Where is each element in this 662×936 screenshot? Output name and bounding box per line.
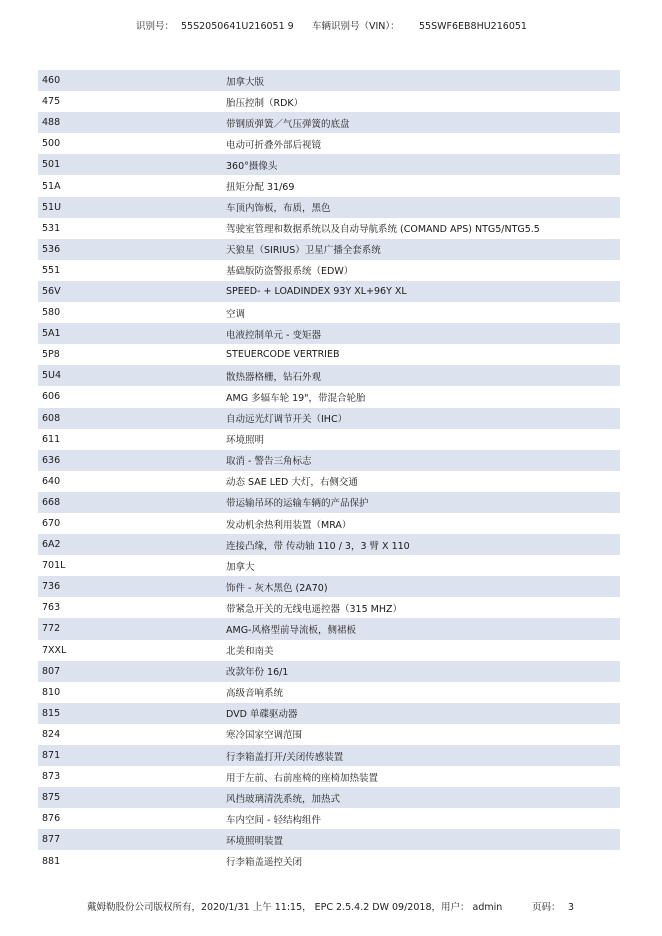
option-description: 寒冷国家空调范围 — [226, 730, 303, 742]
table-row — [38, 534, 620, 555]
table-row — [38, 829, 620, 850]
table-row — [38, 661, 620, 682]
option-description: 北美和南美 — [226, 646, 274, 658]
table-row — [38, 724, 620, 745]
option-code: 7XXL — [42, 644, 67, 656]
option-code: 810 — [42, 686, 61, 698]
table-row — [38, 850, 620, 871]
option-description: 用于左前、右前座椅的座椅加热装置 — [226, 772, 379, 784]
option-code: 611 — [42, 433, 61, 445]
option-description: 胎压控制（RDK） — [226, 97, 304, 109]
table-row — [38, 365, 620, 386]
table-row — [38, 344, 620, 365]
table-row — [38, 787, 620, 808]
option-code: 875 — [42, 792, 61, 804]
copyright-text: 戴姆勒股份公司版权所有，2020/1/31 上午 11:15， EPC 2.5.4.2 DW 09/2018，用户： admin — [87, 902, 503, 913]
option-description: 取消 - 警告三角标志 — [226, 456, 312, 468]
table-row — [38, 597, 620, 618]
option-description: AMG 多辐车轮 19"，带混合轮胎 — [226, 392, 366, 404]
table-row — [38, 408, 620, 429]
option-description: SPEED- + LOADINDEX 93Y XL+96Y XL — [226, 285, 407, 297]
option-code: 772 — [42, 623, 61, 635]
table-row — [38, 70, 620, 91]
table-row — [38, 808, 620, 829]
table-row — [38, 766, 620, 787]
table-row — [38, 197, 620, 218]
option-description: 驾驶室管理和数据系统以及自动导航系统 (COMAND APS) NTG5/NTG5.5 — [226, 224, 540, 236]
identifier-label: 识别号： — [136, 21, 175, 32]
table-row — [38, 703, 620, 724]
option-description: 天狼星（SIRIUS）卫星广播全套系统 — [226, 245, 381, 257]
table-row — [38, 133, 620, 154]
table-row — [38, 323, 620, 344]
option-code: 815 — [42, 707, 61, 719]
option-code: 670 — [42, 518, 61, 530]
option-description: 加拿大 — [226, 561, 255, 573]
table-row — [38, 471, 620, 492]
option-code: 551 — [42, 264, 61, 276]
option-description: 加拿大版 — [226, 76, 265, 88]
page-number: 3 — [568, 902, 575, 913]
table-row — [38, 640, 620, 661]
option-code: 881 — [42, 855, 61, 867]
option-description: 带紧急开关的无线电遥控器（315 MHZ） — [226, 603, 403, 615]
table-row — [38, 112, 620, 133]
option-description: 带运输吊环的运输车辆的产品保护 — [226, 498, 369, 510]
option-code: 640 — [42, 475, 61, 487]
option-code: 636 — [42, 454, 61, 466]
option-code: 56V — [42, 285, 61, 297]
option-description: 改款年份 16/1 — [226, 667, 289, 679]
option-description: AMG-风格型前导流板，侧裙板 — [226, 624, 356, 636]
table-row — [38, 218, 620, 239]
option-code: 668 — [42, 496, 61, 508]
page-number-label: 页码： — [532, 902, 561, 913]
option-code: 871 — [42, 750, 61, 762]
option-description: 车顶内饰板，布质，黑色 — [226, 203, 331, 215]
option-description: 基础版防盗警报系统（EDW） — [226, 266, 354, 278]
option-description: 自动远光灯调节开关（IHC） — [226, 414, 348, 426]
option-description: 电动可折叠外部后视镜 — [226, 139, 322, 151]
option-code: 500 — [42, 138, 61, 150]
option-code: 877 — [42, 834, 61, 846]
option-description: 行李箱盖打开/关闭传感装置 — [226, 751, 344, 763]
vin-value: 55SWF6EB8HU216051 — [419, 21, 527, 32]
option-description: 电液控制单元 - 变矩器 — [226, 329, 321, 341]
table-row — [38, 745, 620, 766]
table-row — [38, 260, 620, 281]
table-row — [38, 618, 620, 639]
option-code: 807 — [42, 665, 61, 677]
table-row — [38, 555, 620, 576]
option-code: 5P8 — [42, 349, 60, 361]
table-row — [38, 513, 620, 534]
option-code: 701L — [42, 560, 66, 572]
table-row — [38, 429, 620, 450]
table-row — [38, 450, 620, 471]
option-code: 460 — [42, 75, 61, 87]
option-description: 扭矩分配 31/69 — [226, 182, 295, 194]
table-row — [38, 302, 620, 323]
option-description: 环境照明 — [226, 435, 265, 447]
option-code: 606 — [42, 391, 61, 403]
vin-label: 车辆识别号（VIN）： — [312, 21, 400, 32]
table-row — [38, 91, 620, 112]
option-description: 饰件 - 灰木黑色 (2A70) — [226, 582, 328, 594]
table-row — [38, 281, 620, 302]
option-description: 环境照明装置 — [226, 835, 284, 847]
option-code: 763 — [42, 602, 61, 614]
option-description: 带钢质弹簧／气压弹簧的底盘 — [226, 118, 350, 130]
option-code: 5A1 — [42, 328, 61, 340]
option-description: STEUERCODE VERTRIEB — [226, 349, 340, 361]
option-code: 873 — [42, 771, 61, 783]
table-row — [38, 386, 620, 407]
page-footer — [0, 900, 662, 916]
table-row — [38, 682, 620, 703]
option-code: 580 — [42, 307, 61, 319]
option-code: 488 — [42, 117, 61, 129]
option-description: DVD 单碟驱动器 — [226, 709, 298, 721]
identifier-value: 55S2050641U216051 9 — [181, 21, 294, 32]
page-header — [0, 19, 662, 35]
table-row — [38, 154, 620, 175]
option-code: 876 — [42, 813, 61, 825]
option-description: 风挡玻璃清洗系统，加热式 — [226, 793, 341, 805]
table-row — [38, 175, 620, 196]
option-code-table — [38, 70, 620, 872]
option-code: 824 — [42, 728, 61, 740]
option-code: 6A2 — [42, 539, 61, 551]
table-row — [38, 576, 620, 597]
option-description: 连接凸缘，带 传动轴 110 / 3，3 臂 X 110 — [226, 540, 410, 552]
option-code: 608 — [42, 412, 61, 424]
option-description: 360°摄像头 — [226, 160, 278, 172]
option-code: 501 — [42, 159, 61, 171]
table-row — [38, 239, 620, 260]
option-description: 行李箱盖遥控关闭 — [226, 857, 303, 869]
option-code: 51U — [42, 201, 62, 213]
option-code: 51A — [42, 180, 61, 192]
option-code: 531 — [42, 222, 61, 234]
option-code: 475 — [42, 96, 61, 108]
option-description: 动态 SAE LED 大灯，右侧交通 — [226, 477, 358, 489]
option-code: 736 — [42, 581, 61, 593]
option-description: 空调 — [226, 308, 246, 320]
option-description: 散热器格栅，钻石外观 — [226, 371, 322, 383]
option-code: 536 — [42, 243, 61, 255]
option-code: 5U4 — [42, 370, 62, 382]
option-description: 高级音响系统 — [226, 688, 284, 700]
table-row — [38, 492, 620, 513]
option-description: 车内空间 - 轻结构组件 — [226, 814, 321, 826]
option-description: 发动机余热利用装置（MRA） — [226, 519, 352, 531]
